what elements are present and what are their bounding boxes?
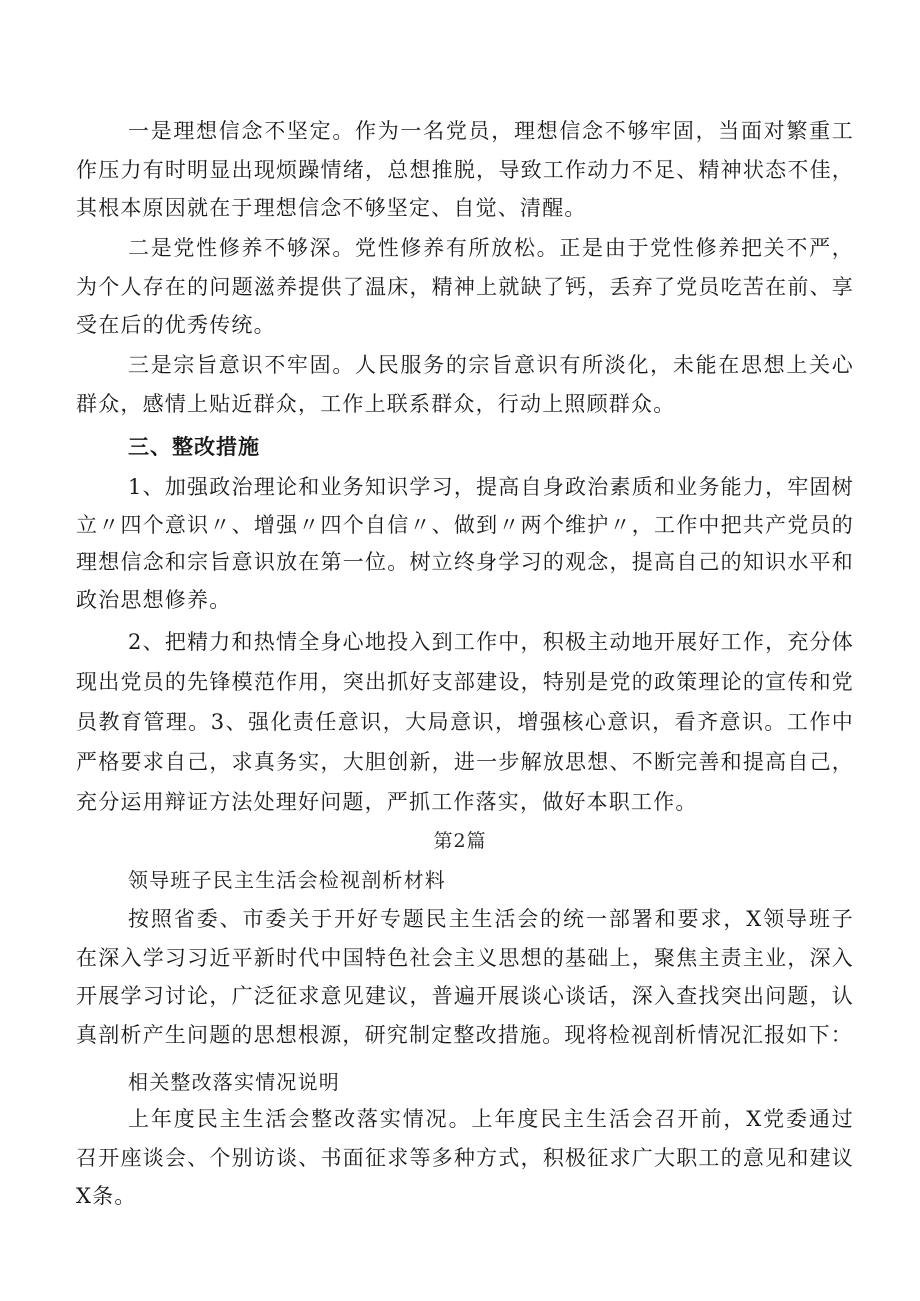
- paragraph-ideal-belief: 一是理想信念不坚定。作为一名党员，理想信念不够牢固，当面对繁重工作压力有时明显出现烦躁情绪，总想推脱，导致工作动力不足、精神状态不佳，其根本原因就在于理想信念不够坚定、自觉、清醒。: [76, 119, 854, 220]
- measure-item-2-3: 2、把精力和热情全身心地投入到工作中，积极主动地开展好工作，充分体现出党员的先锋模范作用，突出抓好支部建设，特别是党的政策理论的宣传和党员教育管理。3、强化责任意识，大局意识，增强核心意识，看齐意识。工作中严格要求自己，求真务实，大胆创新，进一步解放思想、不断完善和提高自己，充分运用辩证方法处理好问题，严抓工作落实，做好本职工作。: [76, 630, 854, 814]
- section-heading-rectification: 三、整改措施: [128, 435, 260, 459]
- paragraph-intro: 按照省委、市委关于开好专题民主生活会的统一部署和要求，X领导班子在深入学习习近平新时代中国特色社会主义思想的基础上，聚焦主责主业，深入开展学习讨论，广泛征求意见建议，普遍开展谈心谈话，深入查找突出问题，认真剖析产生问题的思想根源，研究制定整改措施。现将检视剖析情况汇报如下：: [76, 907, 854, 1047]
- measure-item-1: 1、加强政治理论和业务知识学习，提高自身政治素质和业务能力，牢固树立〃四个意识〃、增强〃四个自信〃、做到〃两个维护〃，工作中把共产党员的理想信念和宗旨意识放在第一位。树立终身学习的观念，提高自己的知识水平和政治思想修养。: [76, 475, 854, 612]
- paragraph-purpose-awareness: 三是宗旨意识不牢固。人民服务的宗旨意识有所淡化，未能在思想上关心群众，感情上贴近群众，工作上联系群众，行动上照顾群众。: [76, 353, 854, 416]
- document-title-line: 领导班子民主生活会检视剖析材料: [128, 868, 446, 892]
- chapter-label: 第2篇: [433, 830, 487, 852]
- paragraph-last-year-status: 上年度民主生活会整改落实情况。上年度民主生活会召开前，X党委通过召开座谈会、个别访谈、书面征求等多种方式，积极征求广大职工的意见和建议X条。: [76, 1107, 854, 1208]
- subheading-rectification-status: 相关整改落实情况说明: [128, 1070, 340, 1094]
- paragraph-party-spirit: 二是党性修养不够深。党性修养有所放松。正是由于党性修养把关不严，为个人存在的问题滋养提供了温床，精神上就缺了钙，丢弃了党员吃苦在前、享受在后的优秀传统。: [76, 236, 854, 337]
